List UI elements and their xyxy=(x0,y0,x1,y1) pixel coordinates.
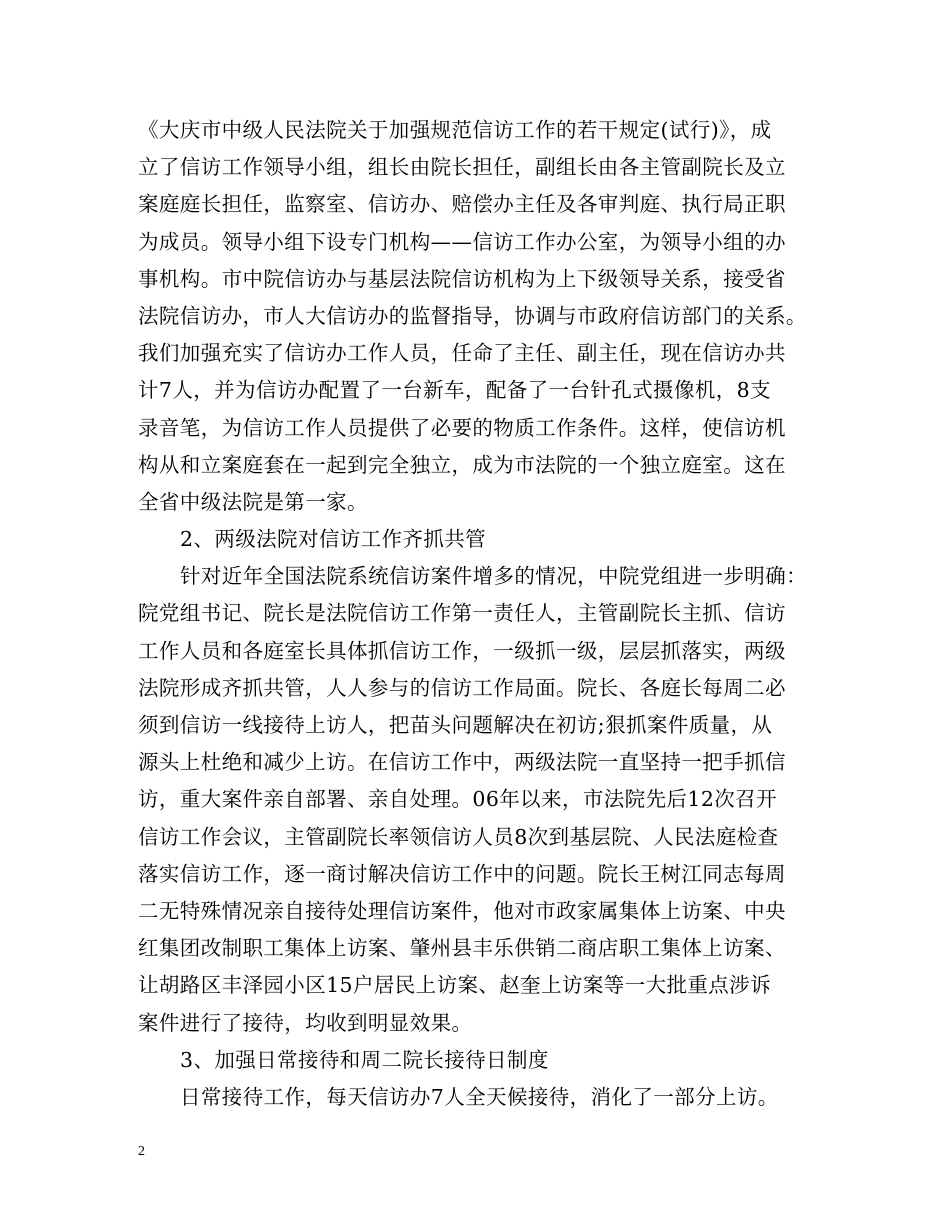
text-line: 访，重大案件亲自部署、亲自处理。06年以来，市法院先后12次召开 xyxy=(138,787,777,812)
text-line: 落实信访工作，逐一商讨解决信访工作中的问题。院长王树江同志每周 xyxy=(138,861,786,886)
text-line: 事机构。市中院信访办与基层法院信访机构为上下级领导关系，接受省 xyxy=(138,266,786,291)
text-line: 案庭庭长担任，监察室、信访办、赔偿办主任及各审判庭、执行局正职 xyxy=(138,192,786,217)
text-line: 信访工作会议，主管副院长率领信访人员8次到基层院、人民法庭检查 xyxy=(138,824,779,849)
text-line: 录音笔，为信访工作人员提供了必要的物质工作条件。这样，使信访机 xyxy=(138,415,786,440)
text-line: 二无特殊情况亲自接待处理信访案件，他对市政家属集体上访案、中央 xyxy=(138,898,786,923)
text-line: 构从和立案庭套在一起到完全独立，成为市法院的一个独立庭室。这在 xyxy=(138,452,786,477)
text-line: 全省中级法院是第一家。 xyxy=(138,489,368,514)
text-line: 日常接待工作，每天信访办7人全天候接待，消化了一部分上访。 xyxy=(180,1084,779,1109)
text-line: 红集团改制职工集体上访案、肇州县丰乐供销二商店职工集体上访案、 xyxy=(138,936,786,961)
paragraph-2 xyxy=(138,558,826,1041)
text-line: 法院形成齐抓共管，人人参与的信访工作局面。院长、各庭长每周二必 xyxy=(138,675,786,700)
text-line: 案件进行了接待，均收到明显效果。 xyxy=(138,1010,473,1035)
text-line: 为成员。领导小组下设专门机构——信访工作办公室，为领导小组的办 xyxy=(138,229,786,254)
text-line: 源头上杜绝和减少上访。在信访工作中，两级法院一直坚持一把手抓信 xyxy=(138,750,786,775)
text-line: 须到信访一线接待上访人，把苗头问题解决在初访;狠抓案件质量，从 xyxy=(138,713,773,737)
text-line: 计7人，并为信访办配置了一台新车，配备了一台针孔式摄像机，8支 xyxy=(138,378,771,403)
paragraph-1 xyxy=(138,112,826,521)
text-line: 工作人员和各庭室长具体抓信访工作，一级抓一级，层层抓落实，两级 xyxy=(138,638,786,663)
text-line: 让胡路区丰泽园小区15户居民上访案、赵奎上访案等一大批重点涉诉 xyxy=(138,973,771,998)
document-body xyxy=(138,112,826,1116)
text-line: 《大庆市中级人民法院关于加强规范信访工作的若干规定(试行)》，成 xyxy=(138,118,772,142)
paragraph-3 xyxy=(138,1079,826,1116)
section-heading-3: 3、加强日常接待和周二院长接待日制度 xyxy=(180,1047,549,1072)
text-line: 立了信访工作领导小组，组长由院长担任，副组长由各主管副院长及立 xyxy=(138,155,786,180)
page-number: 2 xyxy=(138,1144,145,1159)
text-line: 针对近年全国法院系统信访案件增多的情况，中院党组进一步明确： xyxy=(180,564,807,589)
section-heading-2: 2、两级法院对信访工作齐抓共管 xyxy=(180,527,487,552)
text-line: 我们加强充实了信访办工作人员，任命了主任、副主任，现在信访办共 xyxy=(138,341,786,366)
text-line: 院党组书记、院长是法院信访工作第一责任人，主管副院长主抓、信访 xyxy=(138,601,786,626)
text-line: 法院信访办，市人大信访办的监督指导，协调与市政府信访部门的关系。 xyxy=(138,303,807,328)
